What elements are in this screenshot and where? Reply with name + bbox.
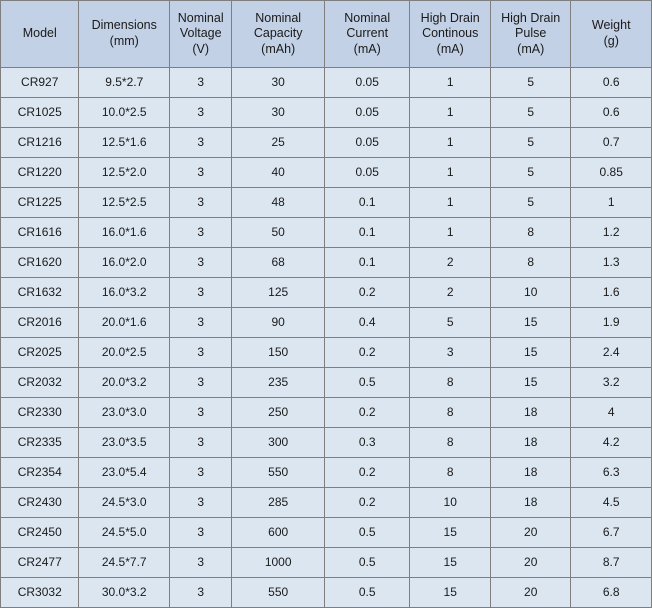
column-header-line: Nominal [177,10,224,25]
column-header-line: Weight [591,18,631,33]
table-cell: 0.6 [571,68,652,98]
table-row [1,518,652,548]
table-cell: 0.7 [571,128,652,158]
table-cell: 18 [490,398,570,428]
table-row [1,308,652,338]
table-cell: 5 [490,158,570,188]
table-cell: 23.0*3.5 [79,428,170,458]
column-header-line: Pulse [515,26,547,41]
table-cell: 4.2 [571,428,652,458]
table-cell: 8 [410,428,490,458]
table-cell: 15 [410,578,490,608]
column-header-line: High Drain [501,10,561,25]
table-cell: 0.5 [324,578,410,608]
table-cell: 1.3 [571,248,652,278]
table-cell: 0.05 [324,98,410,128]
table-cell: 8 [410,398,490,428]
table-cell: 16.0*3.2 [79,278,170,308]
table-cell: 90 [232,308,325,338]
table-row [1,248,652,278]
table-cell: 1 [410,68,490,98]
table-cell: 30 [232,68,325,98]
table-row [1,98,652,128]
table-cell: 50 [232,218,325,248]
table-cell: 12.5*2.5 [79,188,170,218]
column-header-line: Nominal [255,10,302,25]
table-cell: 4 [571,398,652,428]
column-header-0 [1,1,79,68]
cell-model: CR2477 [1,548,79,578]
table-cell: 3 [170,188,232,218]
table-cell: 23.0*3.0 [79,398,170,428]
column-header-line: (mA) [517,41,545,56]
table-row [1,218,652,248]
cell-model: CR2354 [1,458,79,488]
column-header-line: Model [22,26,57,41]
table-cell: 20 [490,578,570,608]
table-cell: 24.5*7.7 [79,548,170,578]
table-cell: 5 [490,98,570,128]
table-cell: 20.0*3.2 [79,368,170,398]
table-cell: 3 [170,578,232,608]
cell-model: CR927 [1,68,79,98]
table-cell: 20 [490,518,570,548]
table-cell: 3 [170,128,232,158]
cell-model: CR1632 [1,278,79,308]
table-cell: 25 [232,128,325,158]
table-cell: 1.2 [571,218,652,248]
cell-model: CR3032 [1,578,79,608]
table-cell: 3 [170,218,232,248]
table-cell: 3 [170,308,232,338]
table-row [1,398,652,428]
table-cell: 30.0*3.2 [79,578,170,608]
table-cell: 250 [232,398,325,428]
table-cell: 3 [170,368,232,398]
table-row [1,158,652,188]
table-body [1,68,652,608]
table-cell: 0.5 [324,548,410,578]
table-cell: 0.2 [324,338,410,368]
cell-model: CR2016 [1,308,79,338]
table-cell: 3 [170,248,232,278]
table-cell: 68 [232,248,325,278]
table-cell: 0.6 [571,98,652,128]
table-cell: 550 [232,458,325,488]
table-cell: 23.0*5.4 [79,458,170,488]
cell-model: CR1616 [1,218,79,248]
table-cell: 3 [410,338,490,368]
table-cell: 15 [490,368,570,398]
table-cell: 0.05 [324,68,410,98]
table-cell: 15 [410,518,490,548]
table-cell: 3.2 [571,368,652,398]
column-header-line: (mm) [109,34,139,48]
table-cell: 0.1 [324,188,410,218]
column-header-line: (g) [603,34,619,48]
table-row [1,68,652,98]
header-row [1,1,652,68]
table-cell: 18 [490,488,570,518]
table-cell: 16.0*1.6 [79,218,170,248]
table-cell: 8 [410,458,490,488]
table-cell: 3 [170,68,232,98]
table-cell: 9.5*2.7 [79,68,170,98]
table-cell: 8 [490,248,570,278]
table-cell: 8 [410,368,490,398]
table-cell: 300 [232,428,325,458]
table-cell: 3 [170,98,232,128]
table-cell: 10.0*2.5 [79,98,170,128]
table-cell: 0.05 [324,158,410,188]
table-cell: 1 [410,188,490,218]
table-cell: 15 [490,338,570,368]
table-cell: 0.2 [324,458,410,488]
cell-model: CR1216 [1,128,79,158]
table-row [1,278,652,308]
table-cell: 15 [490,308,570,338]
table-cell: 1 [410,128,490,158]
table-cell: 3 [170,398,232,428]
cell-model: CR2450 [1,518,79,548]
table-cell: 1.9 [571,308,652,338]
table-cell: 40 [232,158,325,188]
column-header-line: (mAh) [261,41,296,56]
cell-model: CR1620 [1,248,79,278]
table-cell: 10 [490,278,570,308]
table-cell: 3 [170,488,232,518]
column-header-line: High Drain [420,10,480,25]
table-cell: 10 [410,488,490,518]
table-cell: 6.8 [571,578,652,608]
table-cell: 3 [170,158,232,188]
cell-model: CR2025 [1,338,79,368]
column-header-3 [232,1,325,68]
table-row [1,368,652,398]
table-cell: 150 [232,338,325,368]
cell-model: CR2032 [1,368,79,398]
table-cell: 3 [170,428,232,458]
column-header-6 [490,1,570,68]
table-cell: 550 [232,578,325,608]
column-header-line: (V) [192,41,210,56]
cell-model: CR2335 [1,428,79,458]
table-cell: 0.4 [324,308,410,338]
table-cell: 125 [232,278,325,308]
table-row [1,458,652,488]
table-cell: 1 [410,98,490,128]
column-header-line: Current [346,26,389,41]
table-cell: 4.5 [571,488,652,518]
table-cell: 235 [232,368,325,398]
column-header-line: Dimensions [91,18,157,33]
column-header-2 [170,1,232,68]
table-cell: 16.0*2.0 [79,248,170,278]
column-header-line: (mA) [436,41,464,56]
table-row [1,548,652,578]
table-row [1,428,652,458]
table-cell: 3 [170,278,232,308]
table-cell: 6.3 [571,458,652,488]
table-cell: 12.5*2.0 [79,158,170,188]
column-header-1 [79,1,170,68]
table-cell: 0.2 [324,488,410,518]
table-cell: 5 [490,128,570,158]
column-header-7 [571,1,652,68]
column-header-line: Continous [422,26,479,41]
table-cell: 3 [170,458,232,488]
table-cell: 0.5 [324,518,410,548]
table-cell: 20 [490,548,570,578]
table-row [1,128,652,158]
table-cell: 0.2 [324,398,410,428]
table-cell: 24.5*5.0 [79,518,170,548]
cell-model: CR1025 [1,98,79,128]
table-row [1,578,652,608]
table-cell: 20.0*2.5 [79,338,170,368]
table-cell: 6.7 [571,518,652,548]
table-cell: 24.5*3.0 [79,488,170,518]
cell-model: CR1225 [1,188,79,218]
cell-model: CR1220 [1,158,79,188]
table-row [1,488,652,518]
table-cell: 2 [410,278,490,308]
table-cell: 3 [170,518,232,548]
table-cell: 5 [490,188,570,218]
table-cell: 5 [410,308,490,338]
table-header [1,1,652,68]
table-cell: 48 [232,188,325,218]
table-cell: 8.7 [571,548,652,578]
table-cell: 600 [232,518,325,548]
cell-model: CR2330 [1,398,79,428]
table-cell: 0.85 [571,158,652,188]
table-cell: 3 [170,548,232,578]
table-cell: 2 [410,248,490,278]
table-cell: 1.6 [571,278,652,308]
table-cell: 5 [490,68,570,98]
table-cell: 0.1 [324,248,410,278]
table-cell: 0.3 [324,428,410,458]
column-header-line: (mA) [353,41,381,56]
column-header-5 [410,1,490,68]
table-cell: 3 [170,338,232,368]
table-cell: 1 [410,158,490,188]
table-cell: 30 [232,98,325,128]
table-row [1,338,652,368]
table-row [1,188,652,218]
column-header-line: Voltage [179,26,222,41]
column-header-line: Capacity [253,26,303,41]
table-cell: 0.05 [324,128,410,158]
table-cell: 12.5*1.6 [79,128,170,158]
table-cell: 15 [410,548,490,578]
column-header-4 [324,1,410,68]
table-cell: 8 [490,218,570,248]
table-cell: 2.4 [571,338,652,368]
table-cell: 285 [232,488,325,518]
table-cell: 18 [490,428,570,458]
table-cell: 1 [571,188,652,218]
table-cell: 20.0*1.6 [79,308,170,338]
table-cell: 0.1 [324,218,410,248]
column-header-line: Nominal [344,10,391,25]
table-cell: 18 [490,458,570,488]
table-cell: 0.5 [324,368,410,398]
table-cell: 0.2 [324,278,410,308]
cell-model: CR2430 [1,488,79,518]
table-cell: 1000 [232,548,325,578]
table-cell: 1 [410,218,490,248]
